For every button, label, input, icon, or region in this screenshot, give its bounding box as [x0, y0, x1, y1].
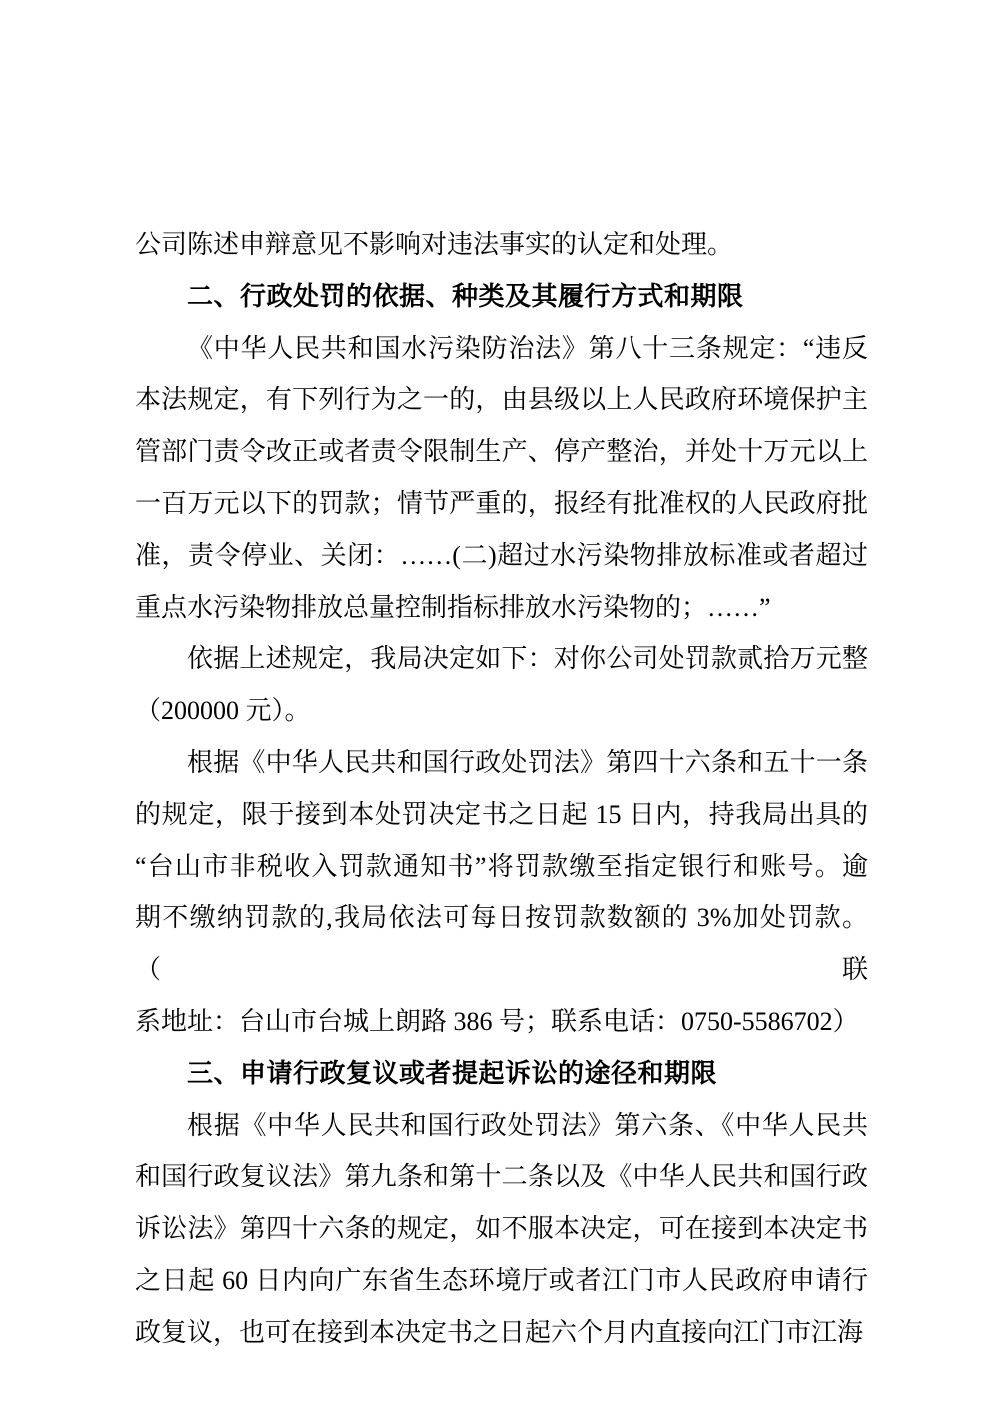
text-line: 《中华人民共和国水污染防治法》第八十三条规定：“违反: [187, 333, 868, 363]
text-line: 管部门责令改正或者责令限制生产、停产整治，并处十万元以上: [135, 437, 868, 467]
text-line: 重点水污染物排放总量控制指标排放水污染物的；……”: [135, 592, 771, 622]
text-line: 的规定，限于接到本处罚决定书之日起 15 日内，持我局出具的: [135, 799, 868, 829]
document-content: [135, 219, 868, 1359]
text-line: 准，责令停业、关闭：……(二)超过水污染物排放标准或者超过: [135, 540, 868, 570]
paragraph-payment: [135, 737, 868, 1048]
text-line: 本法规定，有下列行为之一的，由县级以上人民政府环境保护主: [135, 385, 868, 415]
text-line: 政复议，也可在接到本决定书之日起六个月内直接向江门市江海: [135, 1317, 864, 1347]
section-heading-2: [135, 271, 868, 323]
text-line: 根据《中华人民共和国行政处罚法》第六条、《中华人民共: [187, 1110, 868, 1140]
heading-line: 二、行政处罚的依据、种类及其履行方式和期限: [187, 280, 744, 311]
paragraph-continuation: [135, 219, 868, 271]
text-line: 依据上述规定，我局决定如下：对你公司处罚款贰拾万元整: [187, 644, 868, 674]
text-line: 系地址：台山市台城上朗路 386 号；联系电话：0750-5586702）: [135, 1006, 859, 1036]
text-line: （200000 元）。: [135, 696, 311, 726]
text-line: 根据《中华人民共和国行政处罚法》第四十六条和五十一条: [187, 747, 868, 777]
text-line: “台山市非税收入罚款通知书”将罚款缴至指定银行和账号。逾: [135, 851, 868, 881]
paragraph-decision: [135, 633, 868, 737]
section-heading-3: [135, 1048, 868, 1100]
text-line: 公司陈述申辩意见不影响对违法事实的认定和处理。: [135, 230, 734, 259]
text-line: 期不缴纳罚款的,我局依法可每日按罚款数额的 3%加处罚款。（联: [135, 903, 868, 985]
text-line: 一百万元以下的罚款；情节严重的，报经有批准权的人民政府批: [135, 488, 868, 518]
text-line: 和国行政复议法》第九条和第十二条以及《中华人民共和国行政: [135, 1162, 868, 1192]
text-line: 诉讼法》第四十六条的规定，如不服本决定，可在接到本决定书: [135, 1214, 868, 1244]
heading-line: 三、申请行政复议或者提起诉讼的途径和期限: [187, 1057, 718, 1088]
text-line: 之日起 60 日内向广东省生态环境厅或者江门市人民政府申请行: [135, 1265, 868, 1295]
paragraph-appeal: [135, 1100, 868, 1359]
paragraph-law-citation: [135, 323, 868, 634]
